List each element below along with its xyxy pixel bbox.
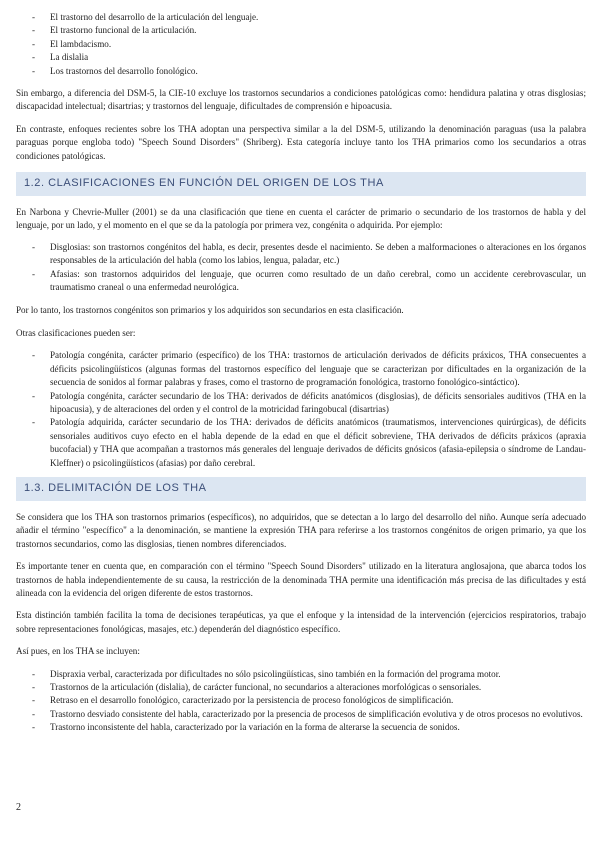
list-item: - Trastorno desviado consistente del habla, caracterizado por la presencia de procesos de simplificación evolutiva y de otros procesos no evolutivos. [16, 708, 586, 721]
section-heading: 1.2. CLASIFICACIONES EN FUNCIÓN DEL ORIGEN DE LOS THA [16, 172, 586, 196]
list-item: - Patología congénita, carácter secundario de los THA: derivados de déficits anatómicos (disglosias), de déficits sensoriales auditivos (THA en la hipoacusia), y de alteraciones del orden y el control de la motricidad faringobucal (disartrias) [16, 390, 586, 417]
list-item: - La dislalia [16, 51, 586, 64]
list-item: - El trastorno funcional de la articulación. [16, 24, 586, 37]
list-item: - Afasias: son trastornos adquiridos del lenguaje, que ocurren como resultado de un daño cerebral, como un accidente cerebrovascular, un traumatismo craneal o una enfermedad neurológica. [16, 268, 586, 295]
classification-list [16, 241, 586, 295]
paragraph: Por lo tanto, los trastornos congénitos son primarios y los adquiridos son secundarios en esta clasificación. [16, 304, 404, 315]
section-heading: 1.3. DELIMITACIÓN DE LOS THA [16, 477, 586, 501]
list-item: - El lambdacismo. [16, 38, 586, 51]
page-number: 2 [16, 802, 21, 813]
paragraph: En contraste, enfoques recientes sobre los THA adoptan una perspectiva similar a la del DSM-5, utilizando la denominación paraguas (usa la palabra paraguas porque engloba todo) "Speech Sound Disorders" (Shriberg). Esta categoría incluye tanto los THA primarios como los secundarios a otras condiciones patológicas. [16, 123, 586, 161]
tha-included-list [16, 668, 586, 735]
list-item: - Patología adquirida, carácter secundario de los THA: derivados de déficits anatómicos (traumatismos, intervenciones quirúrgicas), de déficits sensoriales auditivos cuyo efecto en el habla depende de la edad en que el déficit sobreviene, THA derivados de déficits práxicos (apraxia bucofacial) y THA que acompañan a trastornos más generales del lenguaje derivados de déficits gnósicos (afasia-epilepsia o síndrome de Landau-Kleffner) o psicolingüísticos (afasias) por daño cerebral. [16, 416, 586, 470]
paragraph: Se considera que los THA son trastornos primarios (específicos), no adquiridos, que se detectan a lo largo del desarrollo del niño. Aunque sería adecuado añadir el término "específico" a la denominación, se mantiene la expresión THA para referirse a los trastornos congénitos de origen primario, ya que los trastornos secundarios, como las disglosias, tienen nombres diferenciados. [16, 511, 586, 549]
list-item: - Disglosias: son trastornos congénitos del habla, es decir, presentes desde el nacimiento. Se deben a malformaciones o alteraciones en los órganos responsables de la articulación del habla (como los labios, lengua, paladar, etc.) [16, 241, 586, 268]
dsm-list [16, 11, 586, 78]
list-item: - Trastornos de la articulación (dislalia), de carácter funcional, no secundarios a alteraciones morfológicas o sensoriales. [16, 681, 586, 694]
paragraph: Es importante tener en cuenta que, en comparación con el término "Speech Sound Disorders" utilizado en la literatura anglosajona, que abarca todos los trastornos de habla independientemente de su causa, la restricción de la denominada THA permite una identificación más precisa de las dificultades y está alineada con la evidencia del origen diferente de estos trastornos. [16, 561, 586, 598]
list-item: - Trastorno inconsistente del habla, caracterizado por la variación en la forma de alterarse la secuencia de sonidos. [16, 721, 586, 734]
paragraph: Sin embargo, a diferencia del DSM-5, la CIE-10 excluye los trastornos secundarios a condiciones patológicas como: hendidura palatina y otras disglosias; discapacidad intelectual; disartrias; y trastornos del lenguaje, dificultades de comprensión e hipoacusia. [16, 88, 586, 112]
list-item: - Patología congénita, carácter primario (específico) de los THA: trastornos de articulación derivados de déficits práxicos, THA consecuentes a déficits psicolingüísticos (algunas formas del trastornos específico del lenguaje que se caracterizan por dificultades en la organización de la secuencia de sonidos al formar palabras y frases, como el trastorno de programación fonológica, trastorno fonológico-sintáctico). [16, 349, 586, 389]
other-classifications-list [16, 349, 586, 470]
list-item: - Dispraxia verbal, caracterizada por dificultades no sólo psicolingüísticas, sino también en la formación del programa motor. [16, 668, 586, 681]
paragraph: Otras clasificaciones pueden ser: [16, 327, 136, 338]
list-item: - Los trastornos del desarrollo fonológico. [16, 65, 586, 78]
list-item: - El trastorno del desarrollo de la articulación del lenguaje. [16, 11, 586, 24]
list-item: - Retraso en el desarrollo fonológico, caracterizado por la persistencia de proceso fonológicos de simplificación. [16, 694, 586, 707]
paragraph: En Narbona y Chevrie-Muller (2001) se da una clasificación que tiene en cuenta el carácter de primario o secundario de los trastornos de habla y del lenguaje, por un lado, y el momento en el que se da la patología por primera vez, congénita o adquirida. Por ejemplo: [16, 207, 586, 231]
paragraph: Esta distinción también facilita la toma de decisiones terapéuticas, ya que el enfoque y la intensidad de la intervención (ejercicios respiratorios, trabajo sobre representaciones fonológicas, masajes, etc.) dependerán del diagnóstico específico. [16, 610, 586, 634]
page-content [16, 11, 586, 735]
paragraph: Así pues, en los THA se incluyen: [16, 646, 140, 657]
